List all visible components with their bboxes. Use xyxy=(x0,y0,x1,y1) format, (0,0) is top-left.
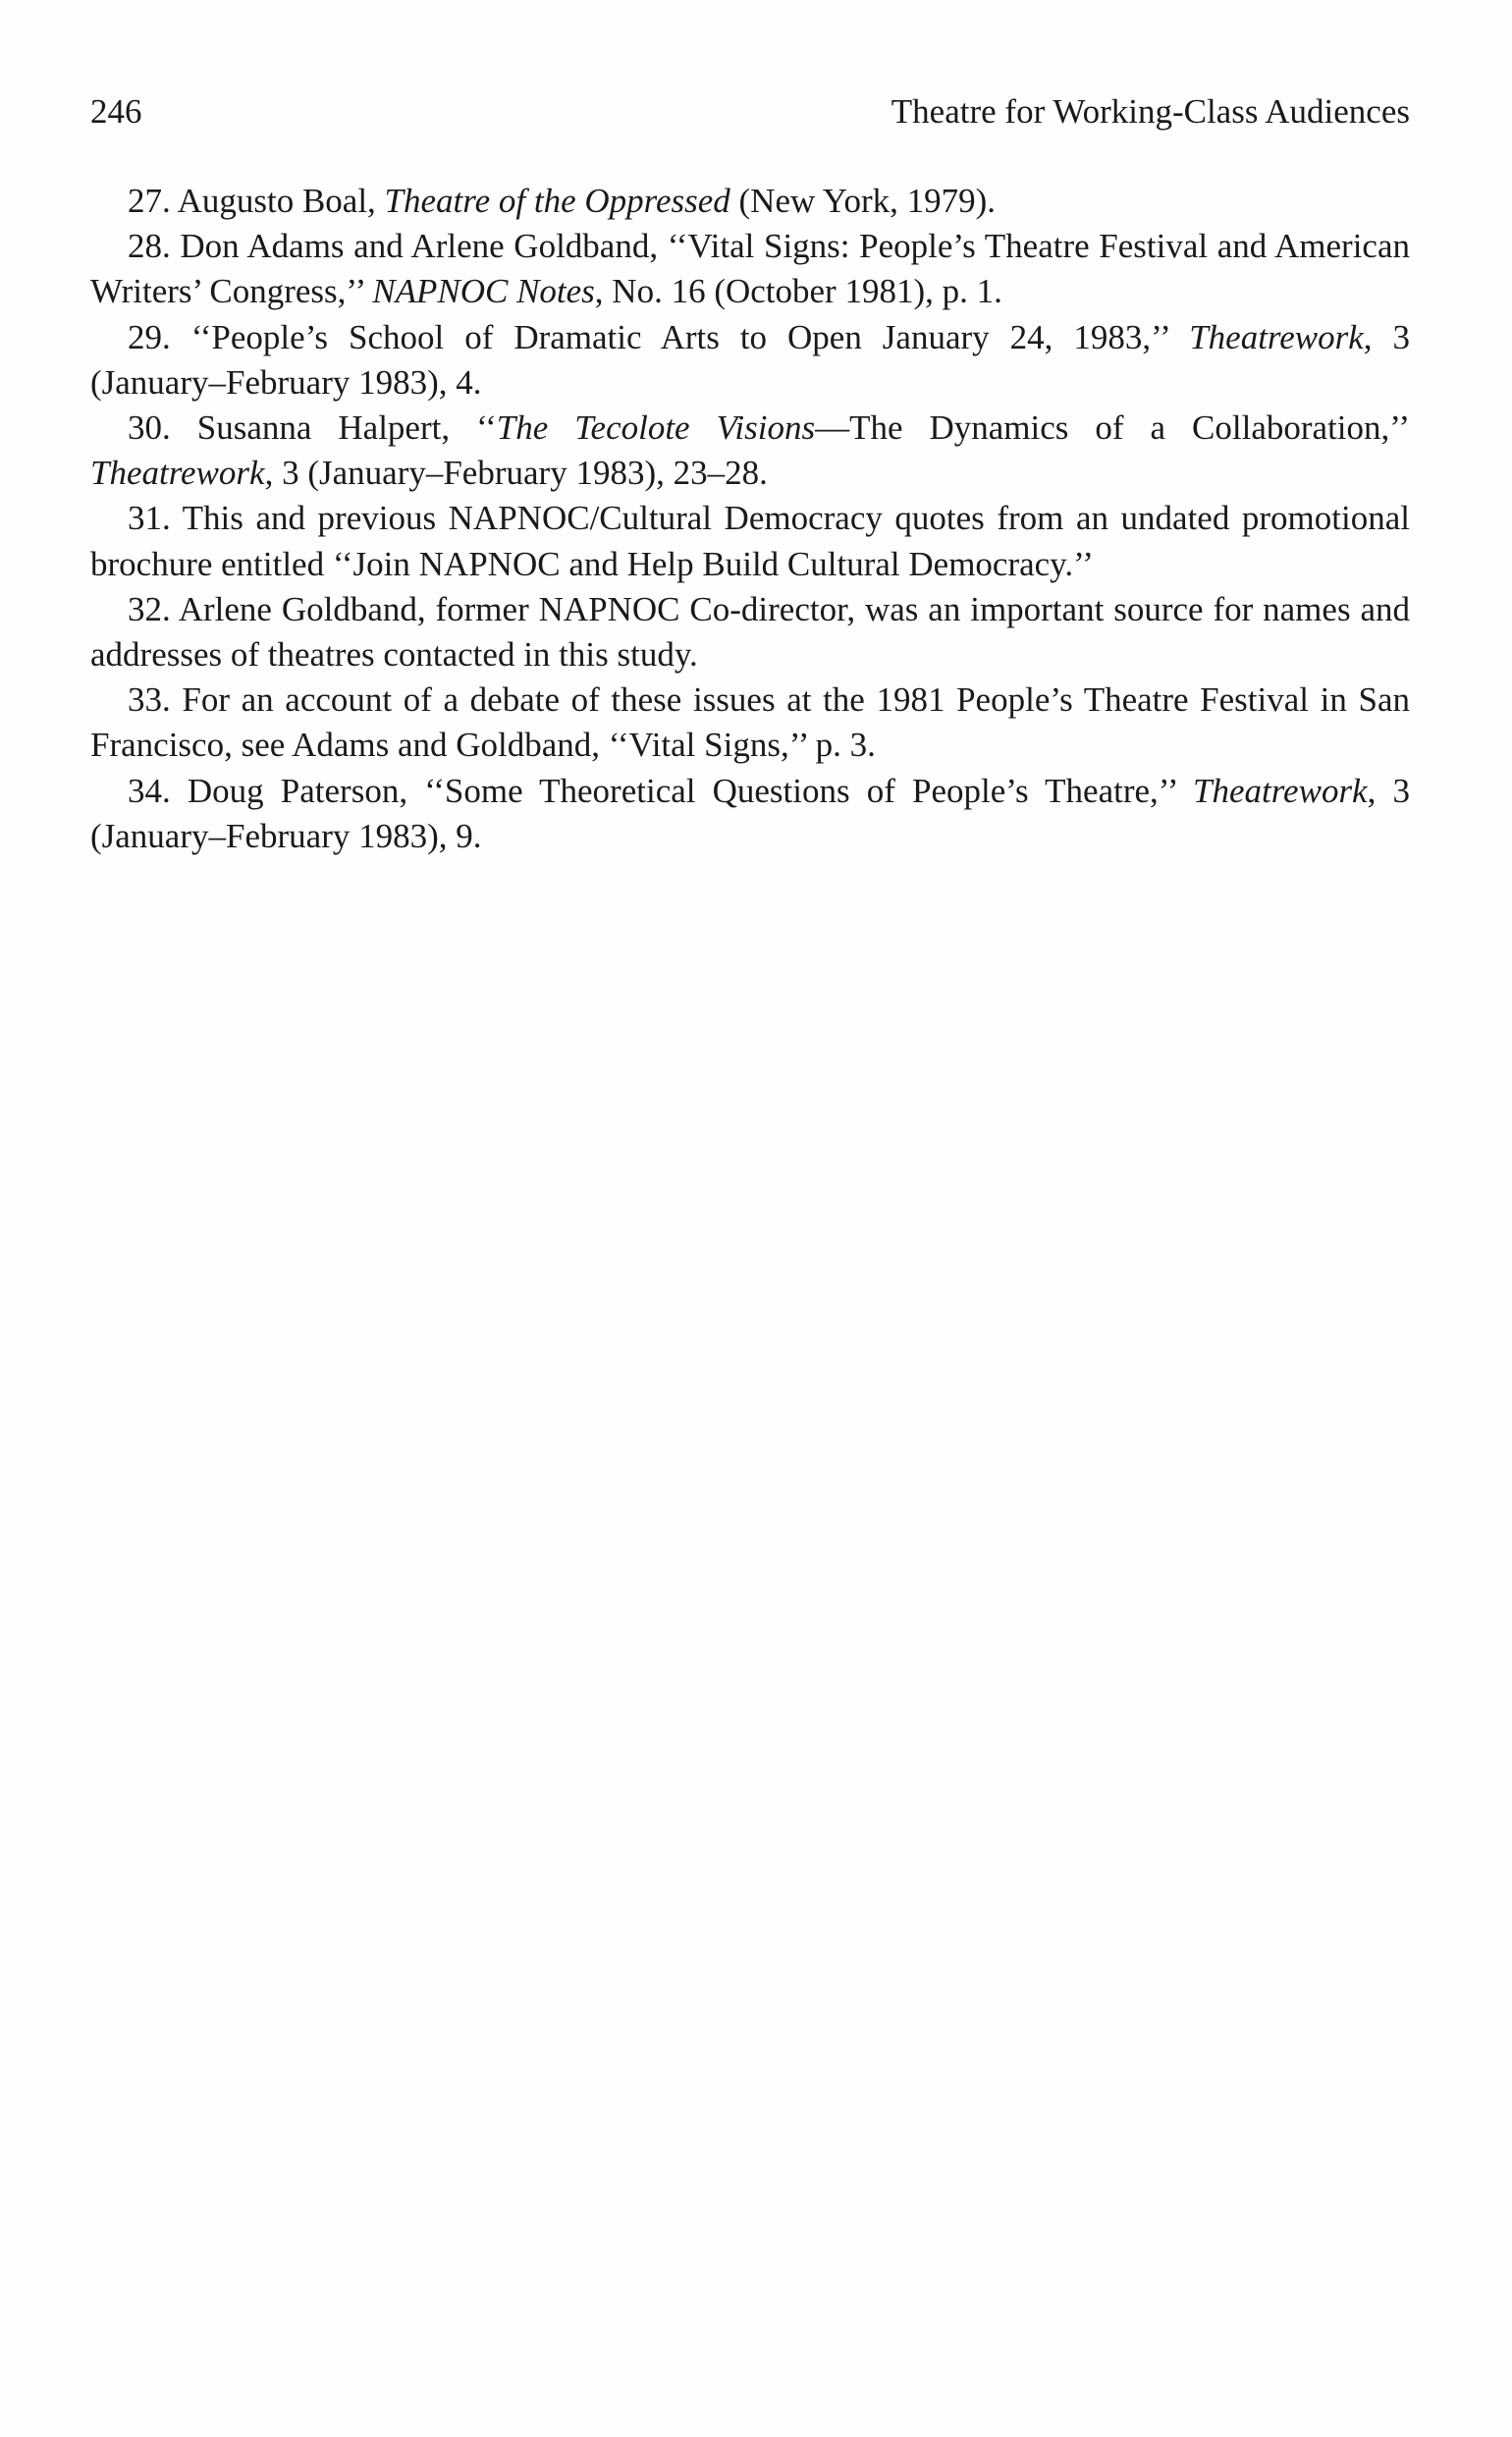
note-text: , 3 (January–February 1983), 23–28. xyxy=(264,454,768,493)
endnote-31 xyxy=(90,496,1410,586)
endnote-number: 28. xyxy=(128,227,171,266)
running-title: Theatre for Working-Class Audiences xyxy=(891,92,1410,131)
note-text: Augusto Boal, xyxy=(170,182,385,220)
endnote-number: 34. xyxy=(128,771,171,810)
publication-title: Theatrework xyxy=(90,454,265,493)
endnote-32 xyxy=(90,587,1410,677)
endnote-number: 32. xyxy=(128,589,171,628)
note-text: This and previous NAPNOC/Cultural Democracy quotes from an undated promotional brochure entitled ‘‘Join NAPNOC and Help Build Cultural Democracy.’’ xyxy=(90,499,1410,583)
note-text: —The Dynamics of a Collaboration,’’ xyxy=(815,408,1410,448)
endnote-28 xyxy=(90,224,1410,314)
note-text: ‘‘People’s School of Dramatic Arts to Open January 24, 1983,’’ xyxy=(170,317,1190,356)
note-text: Don Adams and Arlene Goldband, ‘‘Vital Signs: People’s Theatre Festival and American Writers’ Congress,’’ xyxy=(90,227,1410,311)
publication-title: Theatrework xyxy=(1189,317,1364,356)
endnote-number: 30. xyxy=(128,408,171,448)
note-text: For an account of a debate of these issues at the 1981 People’s Theatre Festival in San Francisco, see Adams and Goldband, ‘‘Vital Signs,’’ p. 3. xyxy=(90,680,1410,765)
note-text: (New York, 1979). xyxy=(729,182,997,220)
note-text: Arlene Goldband, former NAPNOC Co-director, was an important source for names and addresses of theatres contacted in this study. xyxy=(90,589,1410,675)
note-text: Susanna Halpert, ‘‘ xyxy=(170,408,497,448)
endnote-34 xyxy=(90,769,1410,859)
endnote-30 xyxy=(90,406,1410,496)
page-number: 246 xyxy=(90,92,142,131)
publication-title: NAPNOC Notes xyxy=(372,272,595,311)
running-head xyxy=(90,86,1410,137)
endnote-33 xyxy=(90,677,1410,768)
book-title: Theatre of the Oppressed xyxy=(384,182,730,220)
endnote-27 xyxy=(90,179,1410,224)
endnote-29 xyxy=(90,315,1410,406)
endnote-number: 31. xyxy=(128,499,171,538)
endnote-number: 33. xyxy=(128,680,171,720)
publication-title: Theatrework xyxy=(1193,771,1368,810)
endnote-number: 27. xyxy=(128,182,171,220)
work-title: The Tecolote Visions xyxy=(496,408,816,448)
endnote-number: 29. xyxy=(128,317,171,356)
endnotes-list xyxy=(90,179,1410,859)
note-text: , 3 (January–February 1983), 4. xyxy=(90,317,1411,402)
note-text: Doug Paterson, ‘‘Some Theoretical Questions of People’s Theatre,’’ xyxy=(170,771,1194,810)
note-text: , No. 16 (October 1981), p. 1. xyxy=(594,272,1002,311)
note-text: , 3 (January–February 1983), 9. xyxy=(90,771,1410,855)
